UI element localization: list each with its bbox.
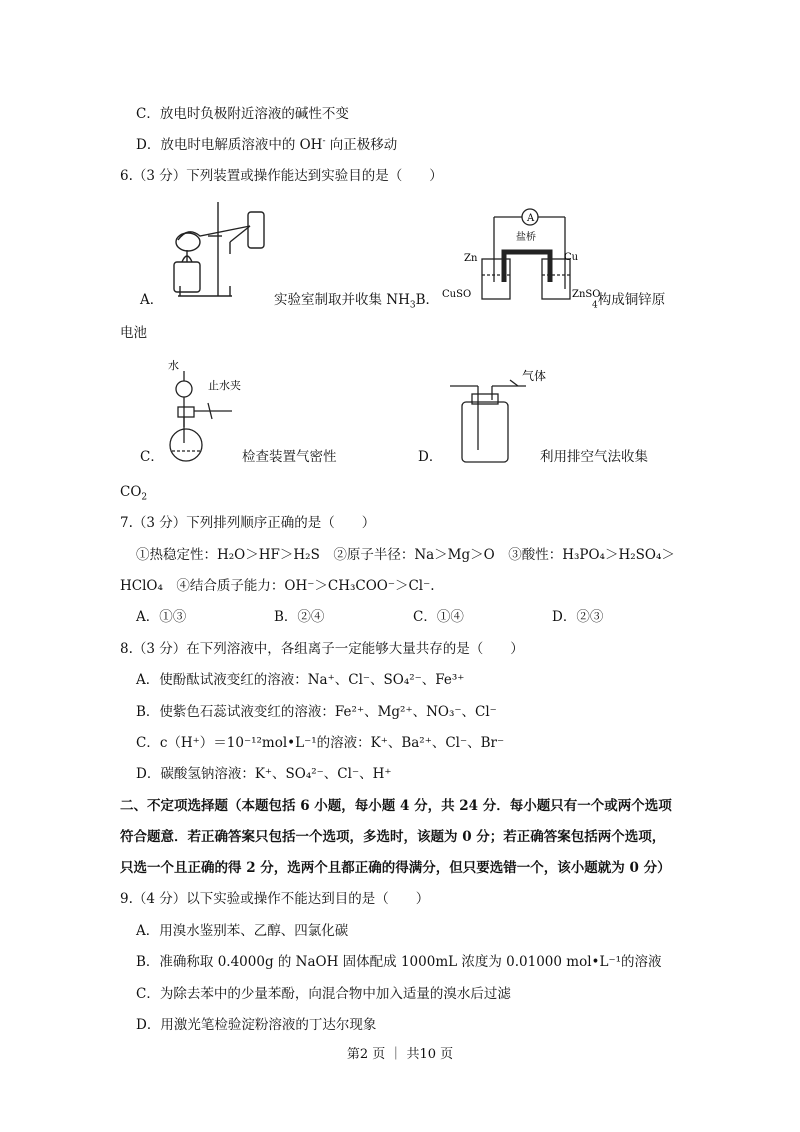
q5-option-c: C．放电时负极附近溶液的碱性不变 bbox=[136, 106, 349, 122]
q6-option-d-co2: CO bbox=[120, 484, 142, 500]
cuso4-label: CuSO bbox=[442, 289, 472, 300]
q7-option-d: D．②③ bbox=[552, 609, 604, 625]
q7-stem: 7.（3 分）下列排列顺序正确的是（ ） bbox=[120, 515, 376, 531]
q8-option-d: D．碳酸氢钠溶液：K⁺、SO₄²⁻、Cl⁻、H⁺ bbox=[136, 766, 392, 782]
q9-option-a: A．用溴水鉴别苯、乙醇、四氯化碳 bbox=[136, 923, 349, 939]
section-2-heading-line-1: 二、不定项选择题（本题包括 6 小题，每小题 4 分，共 24 分．每小题只有一个或两个选项 bbox=[120, 798, 672, 814]
gas-label: 气体 bbox=[522, 369, 547, 383]
q5-option-d-text-end: 向正极移动 bbox=[325, 137, 398, 153]
q6-option-d-text-wrap: $CO_2$ bbox=[120, 484, 148, 503]
zn-label: Zn bbox=[464, 253, 478, 264]
q7-statement-line-1: ①热稳定性：H₂O＞HF＞H₂S ②原子半径：Na＞Mg＞O ③酸性：H₃PO₄＞H₂SO₄＞ bbox=[136, 547, 675, 563]
q8-option-a: A．使酚酞试液变红的溶液：Na⁺、Cl⁻、SO₄²⁻、Fe³⁺ bbox=[136, 672, 465, 688]
q6-option-d-label: D． bbox=[418, 449, 443, 465]
section-2-heading-line-2: 符合题意．若正确答案只包括一个选项，多选时，该题为 0 分；若正确答案包括两个选项， bbox=[120, 829, 666, 845]
q7-option-c: C．①④ bbox=[413, 609, 464, 625]
ammeter-label: A bbox=[527, 213, 535, 224]
q8-option-b: B．使紫色石蕊试液变红的溶液：Fe²⁺、Mg²⁺、NO₃⁻、Cl⁻ bbox=[136, 704, 497, 720]
q7-option-b: B．②④ bbox=[274, 609, 325, 625]
q6-option-c-label: C． bbox=[140, 449, 164, 465]
figure-ammonia-apparatus bbox=[168, 202, 268, 300]
q9-stem: 9.（4 分）以下实验或操作不能达到目的是（ ） bbox=[120, 891, 430, 907]
cu-label: Cu bbox=[564, 252, 579, 263]
q7-statement-line-2: HClO₄ ④结合质子能力：OH⁻＞CH₃COO⁻＞Cl⁻. bbox=[120, 578, 435, 594]
q6-option-c-text: 检查装置气密性 bbox=[242, 449, 337, 465]
q6-stem: 6.（3 分）下列装置或操作能达到实验目的是（ ） bbox=[120, 168, 443, 184]
q6-option-b-text-main: 构成铜锌原 bbox=[597, 292, 666, 308]
water-label: 水 bbox=[168, 359, 179, 372]
salt-bridge-label: 盐桥 bbox=[516, 232, 536, 243]
q9-option-d: D．用激光笔检验淀粉溶液的丁达尔现象 bbox=[136, 1017, 377, 1033]
q9-option-c: C．为除去苯中的少量苯酚，向混合物中加入适量的溴水后过滤 bbox=[136, 986, 511, 1002]
figure-airtightness-check bbox=[164, 357, 244, 469]
section-2-heading-line-3: 只选一个且正确的得 2 分，选两个且都正确的得满分，但只要选错一个，该小题就为 0 分） bbox=[120, 860, 671, 876]
q9-option-b: B．准确称取 0.4000g 的 NaOH 固体配成 1000mL 浓度为 0.01000 mol•L⁻¹的溶液 bbox=[136, 954, 662, 970]
figure-galvanic-cell bbox=[442, 207, 601, 307]
q6-option-b-text: $_4$构成铜锌原 bbox=[592, 292, 666, 311]
q7-option-a: A．①③ bbox=[136, 609, 187, 625]
q6-option-a-text-main: 实验室制取并收集 NH bbox=[274, 292, 410, 308]
q6-option-d-text: 利用排空气法收集 bbox=[540, 449, 648, 465]
q5-option-d: D．放电时电解质溶液中的 OH- 向正极移动 bbox=[136, 136, 398, 153]
znso4-label: ZnSO bbox=[572, 289, 601, 300]
q8-option-c: C．c（H⁺）＝10⁻¹²mol•L⁻¹的溶液：K⁺、Ba²⁺、Cl⁻、Br⁻ bbox=[136, 735, 505, 751]
q6-option-b-text-wrap: 电池 bbox=[120, 325, 147, 341]
q8-stem: 8.（3 分）在下列溶液中，各组离子一定能够大量共存的是（ ） bbox=[120, 641, 524, 657]
page-footer: 第2 页 ｜ 共10 页 bbox=[346, 1047, 454, 1062]
q6-option-a-text: 实验室制取并收集 $NH_3B$． bbox=[274, 292, 440, 311]
q6-option-a-label: A． bbox=[140, 292, 164, 308]
clamp-label: 止水夹 bbox=[208, 379, 241, 392]
q5-option-d-text: D．放电时电解质溶液中的 OH bbox=[136, 137, 323, 153]
q6-option-b-label: B． bbox=[415, 292, 440, 308]
